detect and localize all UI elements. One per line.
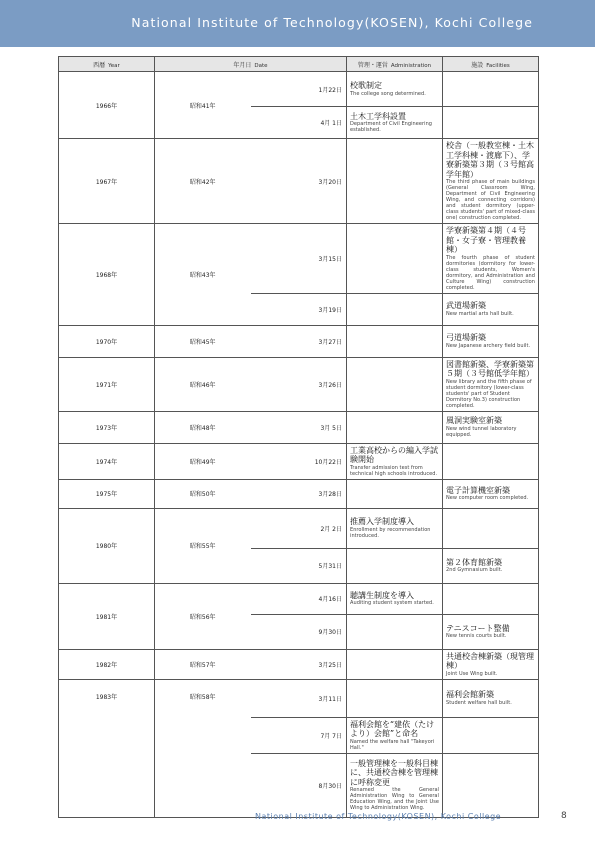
date-cell: 3月25日 (251, 649, 347, 679)
date-cell: 10月22日 (251, 443, 347, 479)
header-administration: 管理・運営 Administration (347, 57, 443, 72)
facilities-cell (443, 717, 539, 753)
page-number: 8 (561, 811, 567, 821)
administration-cell (347, 649, 443, 679)
administration-cell: 推薦入学制度導入 Enrollment by recommendation introduced. (347, 508, 443, 548)
facilities-cell: 武道場新築 New martial arts hall built. (443, 293, 539, 325)
table-row (59, 411, 539, 443)
facilities-cell: 校舎（一般教室棟・土木工学科棟・渡廊下）、学寮新築第３期（３号館高学年館） The third phase of main buildings (General Classroom Wing, Department of Civil Engineering Wing, and connecting corridors) and student dormitory (upper-class students' part of mixed-class one) construction completed. (443, 139, 539, 224)
date-cell: 3月 5日 (251, 411, 347, 443)
history-table (58, 56, 539, 818)
administration-cell (347, 479, 443, 508)
year-cell: 1968年 (59, 224, 155, 326)
date-cell: 3月11日 (251, 679, 347, 717)
date-cell: 3月27日 (251, 325, 347, 357)
facilities-cell: 第２体育館新築 2nd Gymnasium built. (443, 548, 539, 583)
era-cell: 昭和43年 (155, 224, 251, 326)
year-cell: 1967年 (59, 139, 155, 224)
era-cell: 昭和56年 (155, 583, 251, 649)
date-cell: 3月20日 (251, 139, 347, 224)
table-row (59, 357, 539, 411)
administration-cell: 校歌制定 The college song determined. (347, 72, 443, 107)
date-cell: 1月22日 (251, 72, 347, 107)
table-row (59, 649, 539, 679)
era-cell: 昭和58年 (155, 679, 251, 817)
year-cell: 1970年 (59, 325, 155, 357)
administration-cell (347, 679, 443, 717)
header-facilities: 施設 Facilities (443, 57, 539, 72)
administration-cell: 聴講生制度を導入 Auditing student system started. (347, 583, 443, 614)
facilities-cell (443, 443, 539, 479)
date-cell: 3月19日 (251, 293, 347, 325)
date-cell: 5月31日 (251, 548, 347, 583)
year-cell: 1971年 (59, 357, 155, 411)
administration-cell (347, 411, 443, 443)
administration-cell (347, 293, 443, 325)
year-cell: 1982年 (59, 649, 155, 679)
table-header-row (59, 57, 539, 72)
administration-cell (347, 139, 443, 224)
table-row (59, 72, 539, 107)
header-title: National Institute of Technology(KOSEN), Kochi College (131, 15, 533, 30)
era-cell: 昭和41年 (155, 72, 251, 139)
page-header (0, 0, 595, 47)
table-row (59, 224, 539, 294)
date-cell: 3月26日 (251, 357, 347, 411)
era-cell: 昭和45年 (155, 325, 251, 357)
administration-cell (347, 614, 443, 649)
facilities-cell (443, 753, 539, 817)
date-cell: 7月 7日 (251, 717, 347, 753)
table-row (59, 479, 539, 508)
facilities-cell: 学寮新築第４期（４号館・女子寮・管理教養棟） The fourth phase of student dormitories (dormitory for lower-class students, Women's dormitory, and Administration and Culture Wing) construction completed. (443, 224, 539, 294)
year-cell: 1973年 (59, 411, 155, 443)
year-cell: 1983年 (59, 679, 155, 817)
facilities-cell: 弓道場新築 New Japanese archery field built. (443, 325, 539, 357)
date-cell: 3月28日 (251, 479, 347, 508)
era-cell: 昭和50年 (155, 479, 251, 508)
table-row (59, 679, 539, 717)
facilities-cell (443, 583, 539, 614)
footer-title: National Institute of Technology(KOSEN), Kochi College (255, 812, 502, 821)
date-cell: 9月30日 (251, 614, 347, 649)
year-cell: 1981年 (59, 583, 155, 649)
facilities-cell (443, 508, 539, 548)
administration-cell: 福利会館を“建依（たけより）会館”と命名 Named the welfare hall "Takeyori Hall." (347, 717, 443, 753)
facilities-cell: 電子計算機室新築 New computer room completed. (443, 479, 539, 508)
date-cell: 2月 2日 (251, 508, 347, 548)
administration-cell (347, 548, 443, 583)
header-date: 年月日 Date (155, 57, 347, 72)
facilities-cell: テニスコート整備 New tennis courts built. (443, 614, 539, 649)
date-cell: 8月30日 (251, 753, 347, 817)
era-cell: 昭和55年 (155, 508, 251, 583)
facilities-cell (443, 107, 539, 139)
era-cell: 昭和57年 (155, 649, 251, 679)
facilities-cell: 図書館新築、学寮新築第５期（３号館低学年館） New library and the fifth phase of student dormitory (lower-class students' part of Student Dormitory No.3) construction completed. (443, 357, 539, 411)
year-cell: 1980年 (59, 508, 155, 583)
administration-cell (347, 357, 443, 411)
administration-cell: 一般管理棟を一般科目棟に、共通校舎棟を管理棟に呼称変更 Renamed the General Administration Wing to General Education Wing, and the Joint Use Wing to Administration Wing. (347, 753, 443, 817)
table-row (59, 325, 539, 357)
table-row (59, 139, 539, 224)
facilities-cell: 共通校舎棟新築（現管理棟） Joint Use Wing built. (443, 649, 539, 679)
date-cell: 3月15日 (251, 224, 347, 294)
administration-cell: 工業高校からの編入学試験開始 Transfer admission test from technical high schools introduced. (347, 443, 443, 479)
era-cell: 昭和46年 (155, 357, 251, 411)
date-cell: 4月 1日 (251, 107, 347, 139)
facilities-cell: 福利会館新築 Student welfare hall built. (443, 679, 539, 717)
era-cell: 昭和49年 (155, 443, 251, 479)
facilities-cell: 風洞実験室新築 New wind tunnel laboratory equipped. (443, 411, 539, 443)
table-row (59, 443, 539, 479)
facilities-cell (443, 72, 539, 107)
year-cell: 1975年 (59, 479, 155, 508)
era-cell: 昭和42年 (155, 139, 251, 224)
administration-cell (347, 224, 443, 294)
header-year: 西暦 Year (59, 57, 155, 72)
date-cell: 4月16日 (251, 583, 347, 614)
table-row (59, 583, 539, 614)
administration-cell (347, 325, 443, 357)
table-row (59, 508, 539, 548)
year-cell: 1966年 (59, 72, 155, 139)
year-cell: 1974年 (59, 443, 155, 479)
administration-cell: 土木工学科設置 Department of Civil Engineering established. (347, 107, 443, 139)
era-cell: 昭和48年 (155, 411, 251, 443)
